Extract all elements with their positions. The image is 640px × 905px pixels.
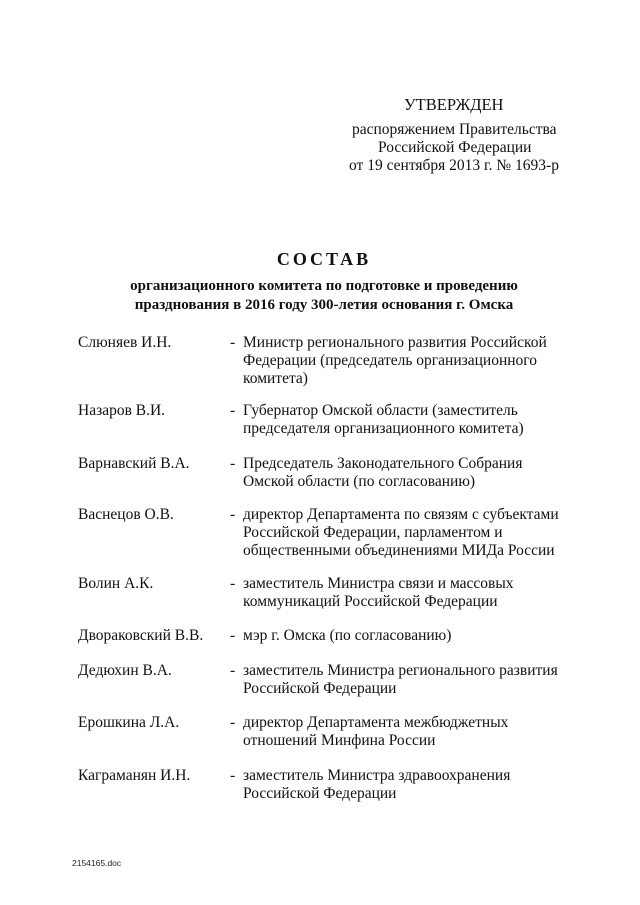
approval-line: Российской Федерации <box>378 139 532 156</box>
member-separator: - <box>230 402 236 419</box>
approval-line: распоряжением Правительства <box>352 121 557 138</box>
member-role-line: Губернатор Омской области (заместитель <box>243 402 518 419</box>
member-separator: - <box>230 455 236 472</box>
document-title: СОСТАВ <box>276 249 372 269</box>
member-role <box>243 767 573 803</box>
member-role-line: общественными объединениями МИДа России <box>243 542 555 559</box>
member-role-line: директор Департамента межбюджетных <box>243 714 509 731</box>
member-role-line: комитета) <box>243 370 308 387</box>
member-name: Волин А.К. <box>78 575 154 592</box>
member-role <box>243 575 573 611</box>
approval-heading: УТВЕРЖДЕН <box>404 95 504 114</box>
member-role-line: заместитель Министра здравоохранения <box>243 767 511 784</box>
member-role <box>243 334 573 388</box>
member-role-line: Российской Федерации <box>243 785 397 802</box>
member-role-line: председателя организационного комитета) <box>243 420 524 437</box>
member-name: Назаров В.И. <box>78 402 166 419</box>
document-subtitle-line: организационного комитета по подготовке и проведению <box>130 278 518 294</box>
member-role <box>243 662 573 698</box>
member-name: Каграманян И.Н. <box>78 767 191 784</box>
member-role-line: коммуникаций Российской Федерации <box>243 593 498 610</box>
member-role-line: Федерации (председатель организационного <box>243 352 538 369</box>
document-subtitle-line: празднования в 2016 году 300-летия основания г. Омска <box>134 297 514 313</box>
footer-file-name: 2154165.doc <box>72 858 122 868</box>
member-role-line: Российской Федерации <box>243 680 397 697</box>
member-role <box>243 714 573 750</box>
member-role-line: заместитель Министра связи и массовых <box>243 575 514 592</box>
member-role-line: отношений Минфина России <box>243 732 436 749</box>
member-separator: - <box>230 506 236 523</box>
member-role-line: директор Департамента по связям с субъектами <box>243 506 559 523</box>
approval-date-number: от 19 сентября 2013 г. № 1693-р <box>349 157 559 174</box>
member-separator: - <box>230 575 236 592</box>
member-role-line: Председатель Законодательного Собрания <box>243 455 523 472</box>
member-name: Васнецов О.В. <box>78 506 174 523</box>
member-role-line: Российской Федерации, парламентом и <box>243 524 503 541</box>
member-role-line: Министр регионального развития Российской <box>243 334 547 351</box>
member-role-line: мэр г. Омска (по согласованию) <box>243 627 452 644</box>
member-separator: - <box>230 714 236 731</box>
member-role <box>243 506 573 560</box>
member-role-line: Омской области (по согласованию) <box>243 473 476 490</box>
member-separator: - <box>230 334 236 351</box>
member-name: Дедюхин В.А. <box>78 662 172 679</box>
member-name: Двораковский В.В. <box>78 627 204 644</box>
member-role-line: заместитель Министра регионального развития <box>243 662 558 679</box>
member-name: Слюняев И.Н. <box>78 334 172 351</box>
member-name: Ерошкина Л.А. <box>78 714 180 731</box>
member-separator: - <box>230 767 236 784</box>
member-separator: - <box>230 662 236 679</box>
member-role <box>243 627 573 645</box>
member-role <box>243 402 573 438</box>
member-role <box>243 455 573 491</box>
member-separator: - <box>230 627 236 644</box>
member-name: Варнавский В.А. <box>78 455 190 472</box>
